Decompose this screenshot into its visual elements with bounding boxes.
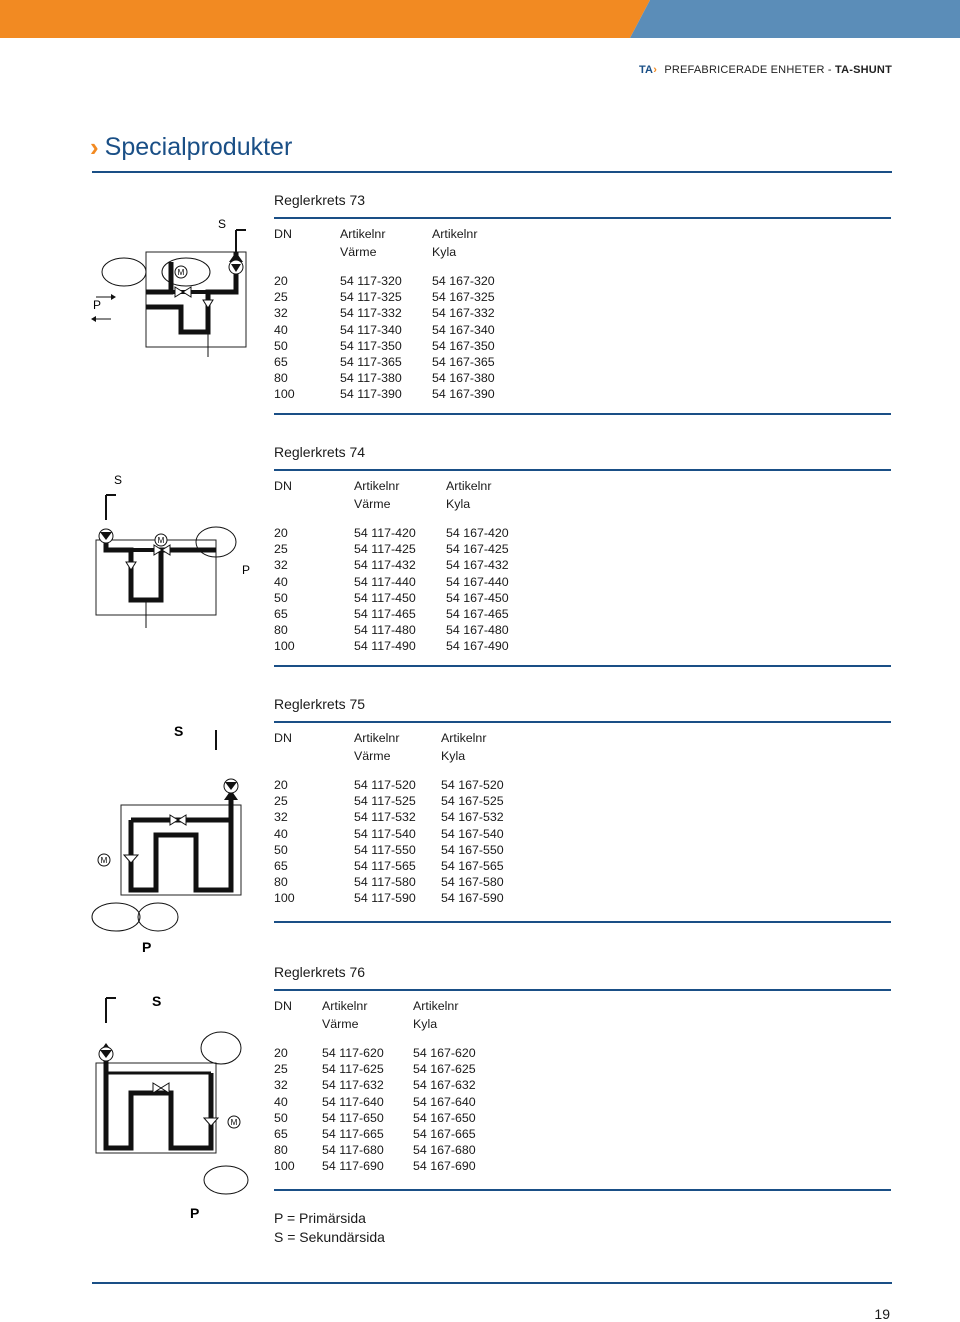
section-divider (274, 469, 891, 471)
table-row: 100 54 117-690 54 167-690 (274, 1159, 476, 1174)
motor-label: M (100, 856, 108, 865)
top-color-bar (0, 0, 960, 38)
table-row: 80 54 117-680 54 167-680 (274, 1143, 476, 1158)
secondary-label: S (174, 723, 184, 739)
legend-primary: P = Primärsida (274, 1210, 366, 1226)
brand-logo: TA (638, 64, 654, 76)
table-row: 32 54 117-432 54 167-432 (274, 558, 509, 573)
table-row: 20 54 117-420 54 167-420 (274, 526, 509, 540)
section-reglerkrets-75 (274, 696, 891, 923)
section-title: Reglerkrets 74 (274, 444, 366, 460)
table-row: 65 54 117-465 54 167-465 (274, 607, 509, 622)
secondary-label: S (152, 993, 162, 1009)
motor-label: M (230, 1118, 238, 1127)
table-row: 32 54 117-332 54 167-332 (274, 306, 495, 321)
table-row: 32 54 117-532 54 167-532 (274, 810, 504, 825)
primary-label: P (190, 1205, 200, 1221)
primary-label: P (242, 563, 251, 577)
column-header-varme: Artikelnr Värme (322, 999, 368, 1031)
table-row: 80 54 117-480 54 167-480 (274, 623, 509, 638)
page-title-text: Specialprodukter (104, 133, 293, 161)
table-row: 25 54 117-625 54 167-625 (274, 1062, 476, 1077)
article-table (274, 997, 476, 1175)
section-divider (274, 1189, 891, 1191)
legend-secondary: S = Sekundärsida (274, 1229, 385, 1245)
column-header-kyla: Artikelnr Kyla (446, 479, 492, 511)
table-row: 25 54 117-525 54 167-525 (274, 794, 504, 809)
section-title: Reglerkrets 76 (274, 964, 366, 980)
table-row: 80 54 117-580 54 167-580 (274, 875, 504, 890)
page-number: 19 (874, 1306, 890, 1322)
section-reglerkrets-76 (274, 964, 891, 1191)
running-header (639, 64, 892, 76)
primary-label: P (142, 939, 152, 955)
table-row: 80 54 117-380 54 167-380 (274, 371, 495, 386)
table-row: 40 54 117-640 54 167-640 (274, 1094, 476, 1109)
section-reglerkrets-74 (274, 444, 891, 667)
table-row: 100 54 117-390 54 167-390 (274, 387, 495, 402)
primary-label: P (93, 298, 102, 312)
article-table (274, 225, 495, 403)
secondary-label: S (218, 217, 227, 231)
schematic-reglerkrets-76 (86, 988, 256, 1228)
section-title: Reglerkrets 73 (274, 192, 366, 208)
motor-label: M (157, 536, 165, 545)
column-header-kyla: Artikelnr Kyla (432, 227, 478, 259)
chevron-right-icon: › (653, 64, 658, 76)
column-header-varme: Artikelnr Värme (340, 227, 386, 259)
column-header-kyla: Artikelnr Kyla (413, 999, 459, 1031)
header-category: PREFABRICERADE ENHETER - (664, 64, 832, 76)
table-row: 40 54 117-540 54 167-540 (274, 826, 504, 841)
column-header-dn: DN (274, 227, 292, 241)
section-divider (274, 921, 891, 923)
table-row: 65 54 117-565 54 167-565 (274, 859, 504, 874)
table-row: 65 54 117-665 54 167-665 (274, 1127, 476, 1142)
column-header-kyla: Artikelnr Kyla (441, 731, 487, 763)
table-row: 20 54 117-520 54 167-520 (274, 778, 504, 792)
legend (274, 1209, 385, 1247)
table-row: 100 54 117-590 54 167-590 (274, 891, 504, 906)
title-divider (92, 171, 892, 173)
header-product: TA-SHUNT (835, 64, 892, 76)
table-row: 50 54 117-550 54 167-550 (274, 842, 504, 857)
article-table (274, 729, 504, 907)
section-divider (274, 217, 891, 219)
section-divider (274, 665, 891, 667)
table-row: 65 54 117-365 54 167-365 (274, 355, 495, 370)
section-reglerkrets-73 (274, 192, 891, 415)
section-divider (274, 413, 891, 415)
table-row: 20 54 117-620 54 167-620 (274, 1046, 476, 1060)
table-row: 50 54 117-450 54 167-450 (274, 590, 509, 605)
table-row: 50 54 117-350 54 167-350 (274, 338, 495, 353)
table-row: 25 54 117-325 54 167-325 (274, 290, 495, 305)
motor-label: M (177, 268, 185, 277)
table-row: 20 54 117-320 54 167-320 (274, 274, 495, 288)
column-header-dn: DN (274, 999, 292, 1013)
table-row: 40 54 117-440 54 167-440 (274, 574, 509, 589)
schematic-reglerkrets-74 (86, 470, 256, 635)
section-divider (274, 989, 891, 991)
column-header-dn: DN (274, 479, 292, 493)
column-header-varme: Artikelnr Värme (354, 731, 400, 763)
column-header-varme: Artikelnr Värme (354, 479, 400, 511)
table-row: 32 54 117-632 54 167-632 (274, 1078, 476, 1093)
secondary-label: S (114, 473, 123, 487)
chevron-right-icon: › (90, 132, 99, 162)
section-title: Reglerkrets 75 (274, 696, 366, 712)
table-row: 25 54 117-425 54 167-425 (274, 542, 509, 557)
column-header-dn: DN (274, 731, 292, 745)
schematic-reglerkrets-75 (86, 720, 256, 965)
table-row: 40 54 117-340 54 167-340 (274, 322, 495, 337)
table-row: 50 54 117-650 54 167-650 (274, 1110, 476, 1125)
schematic-reglerkrets-73 (86, 212, 256, 367)
page-title (90, 132, 292, 163)
footer-divider (92, 1282, 892, 1284)
table-row: 100 54 117-490 54 167-490 (274, 639, 509, 654)
article-table (274, 477, 509, 655)
section-divider (274, 721, 891, 723)
